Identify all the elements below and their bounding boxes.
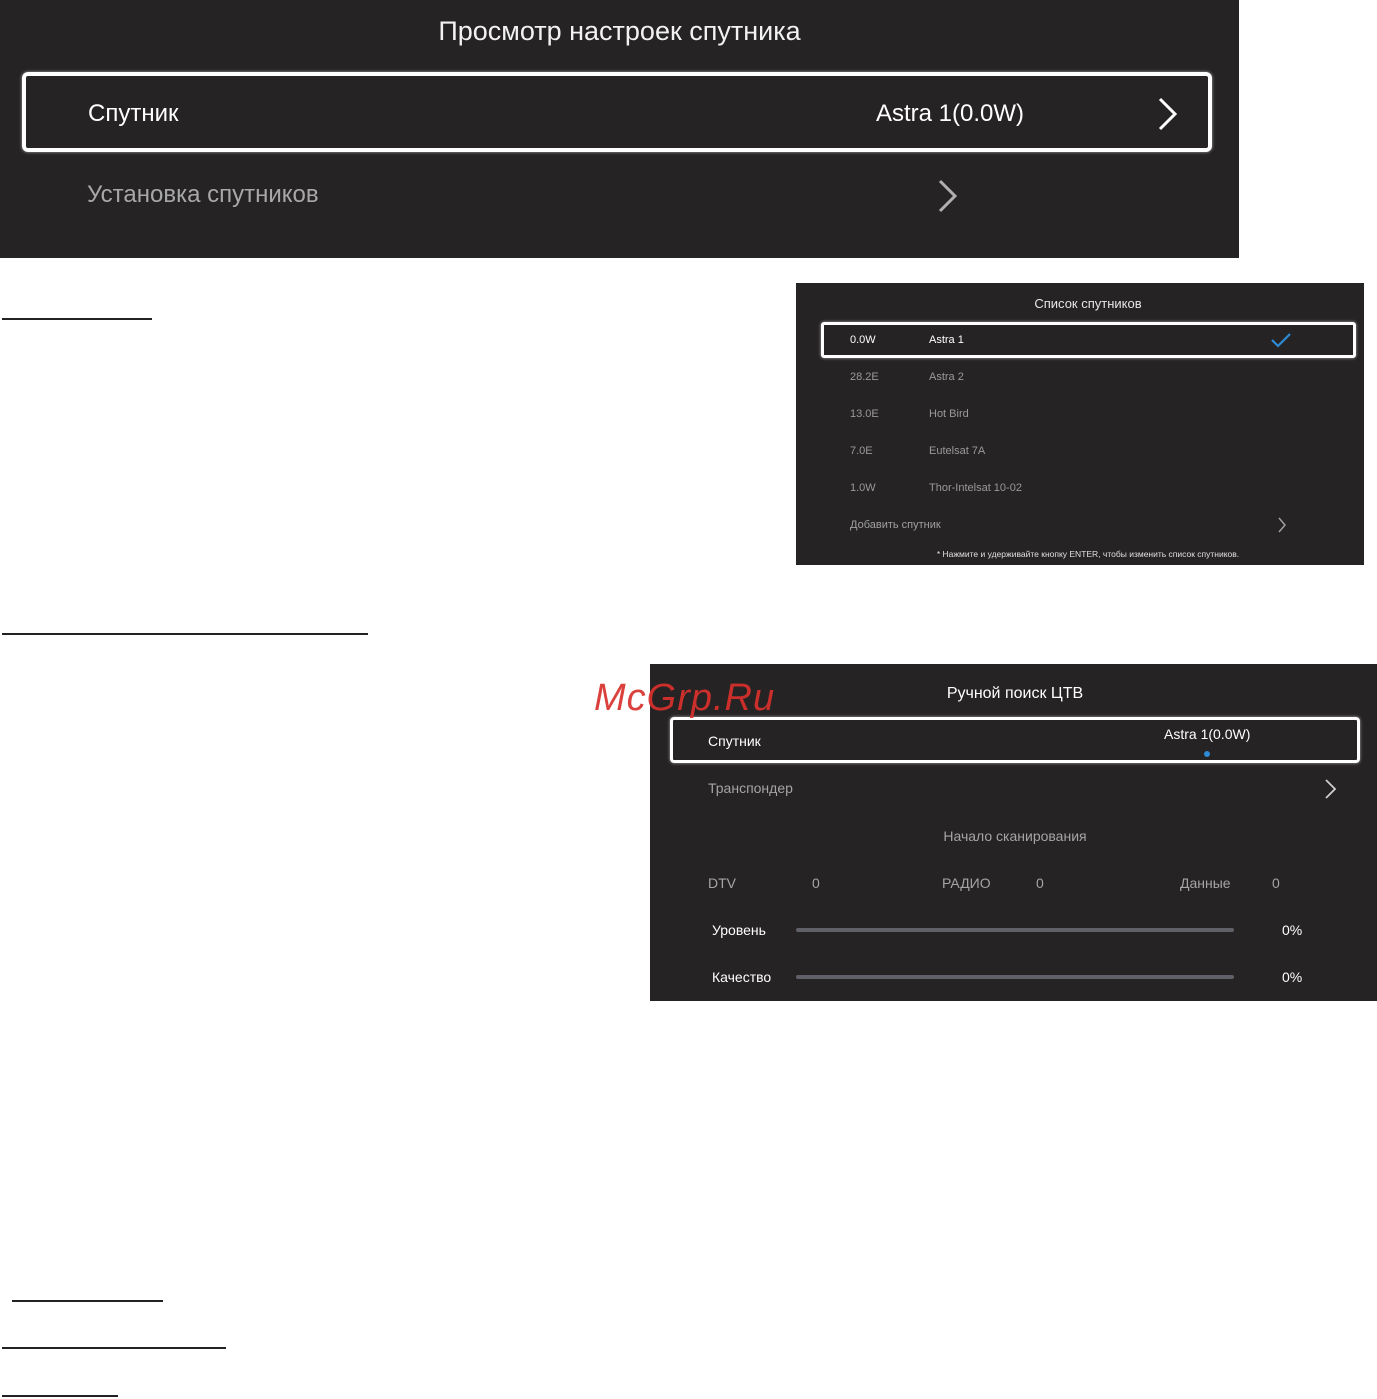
satellite-list-panel [796,283,1364,565]
satellite-position: 0.0W [850,334,876,346]
scan-satellite-value: Astra 1(0.0W) [1164,726,1251,742]
satellite-settings-panel [0,0,1239,258]
satellite-position: 7.0E [850,445,873,457]
satellite-position: 13.0E [850,408,879,420]
satellite-position: 1.0W [850,482,876,494]
underline-divider [2,1347,226,1349]
dtv-label: DTV [708,875,736,891]
satellite-settings-title: Просмотр настроек спутника [438,16,801,46]
satellite-list-item[interactable] [796,445,1364,465]
watermark: McGrp.Ru [594,677,776,719]
transponder-label[interactable]: Транспондер [708,780,793,796]
dtv-count: 0 [812,875,820,891]
underline-divider [2,318,152,320]
satellite-list-item[interactable] [796,482,1364,502]
satellite-list-note: * Нажмите и удерживайте кнопку ENTER, чтобы изменить список спутников. [936,549,1240,559]
satellite-row[interactable] [22,72,1212,152]
scan-satellite-row[interactable] [670,717,1360,763]
satellite-list-item[interactable] [796,371,1364,391]
satellite-name: Thor-Intelsat 10-02 [929,482,1022,494]
radio-label: РАДИО [942,875,991,891]
data-label: Данные [1180,875,1231,891]
satellite-position: 28.2E [850,371,879,383]
quality-label: Качество [712,969,772,985]
radio-count: 0 [1036,875,1044,891]
underline-divider [2,633,368,635]
satellite-install-label: Установка спутников [87,181,319,208]
checkmark-icon [1270,332,1292,353]
chevron-right-icon [936,178,960,214]
add-satellite-button[interactable]: Добавить спутник [850,519,941,531]
satellite-name: Astra 2 [929,371,964,383]
satellite-name: Astra 1 [929,334,964,346]
satellite-label: Спутник [88,100,179,127]
underline-divider [2,1395,118,1397]
scan-satellite-label: Спутник [708,733,761,749]
satellite-name: Eutelsat 7A [929,445,986,457]
level-label: Уровень [712,922,766,938]
satellite-list-title: Список спутников [1034,296,1142,311]
chevron-right-icon [1277,516,1287,539]
data-count: 0 [1272,875,1280,891]
chevron-right-icon [1156,96,1180,132]
manual-scan-title: Ручной поиск ЦТВ [946,685,1084,702]
start-scan-button[interactable]: Начало сканирования [943,828,1087,844]
level-bar [796,928,1234,932]
underline-divider [12,1300,163,1302]
satellite-value: Astra 1(0.0W) [876,100,1025,127]
satellite-list-item[interactable] [796,408,1364,428]
level-value: 0% [1282,922,1303,938]
chevron-right-icon [1324,778,1338,805]
quality-bar [796,975,1234,979]
indicator-dot-icon [1204,751,1210,757]
quality-value: 0% [1282,969,1303,985]
satellite-name: Hot Bird [929,408,969,420]
